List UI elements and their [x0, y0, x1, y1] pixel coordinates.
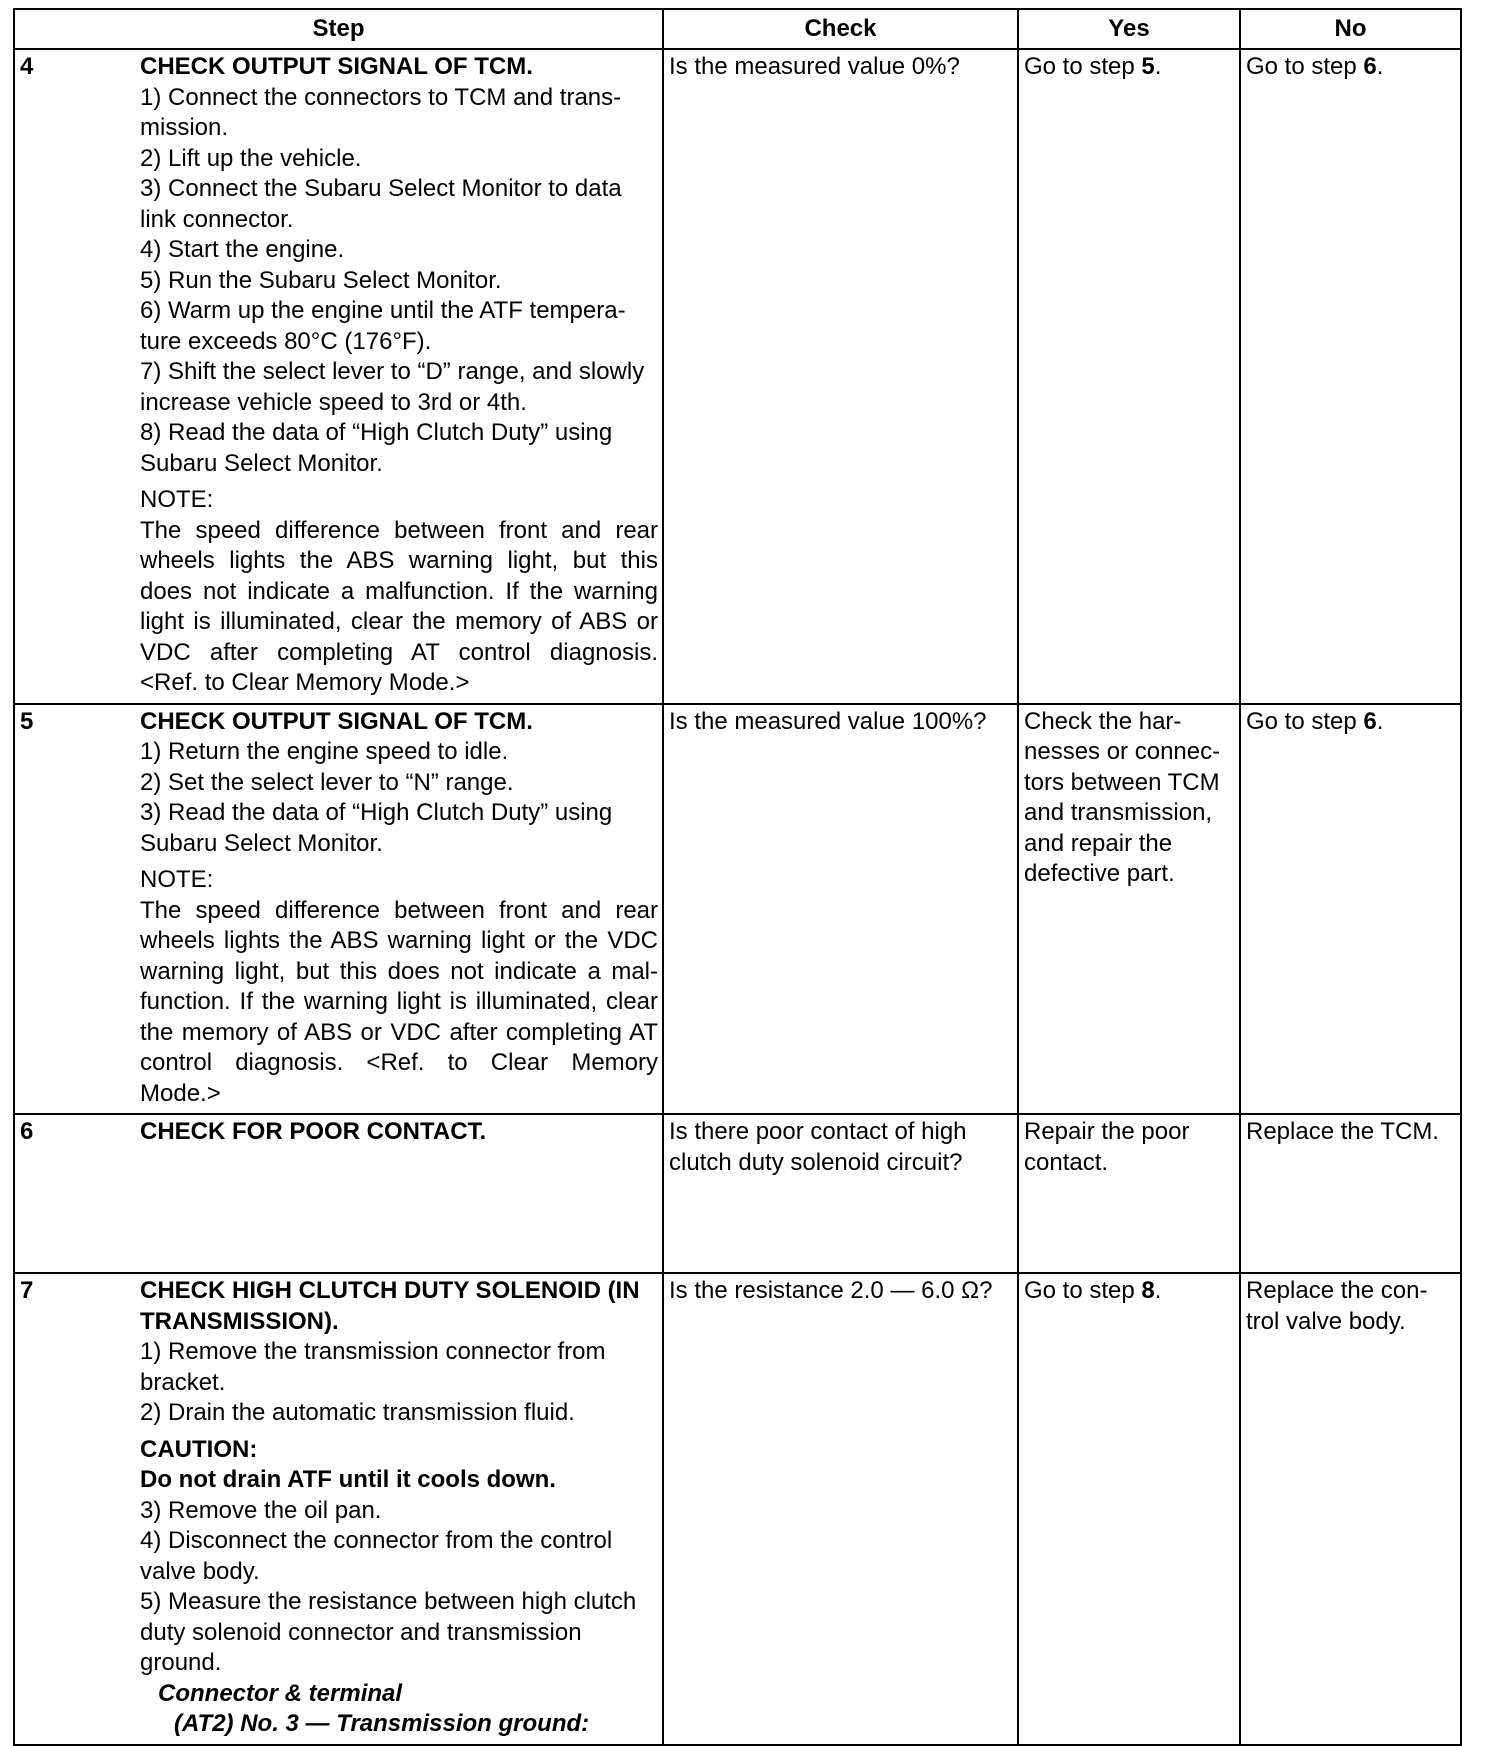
yes-line: and transmission,	[1024, 799, 1213, 826]
no-step-ref: 6	[1363, 53, 1377, 80]
step-line: 1) Connect the connectors to TCM and trans-	[140, 83, 622, 111]
yes-line: defective part.	[1024, 860, 1175, 887]
step-line: Subaru Select Monitor.	[140, 449, 383, 477]
header-yes: Yes	[1018, 9, 1240, 49]
note-text: The speed difference between front and rear wheels lights the ABS warning light or the VDC warning light, but this does not indicate a mal-function. If the warning light is illuminated, clear the memory of ABS or VDC after completing AT control diagnosis. <Ref. to Clear Memory Mode.>	[140, 896, 658, 1107]
step-number: 5	[20, 707, 34, 735]
connector-label: Connector & terminal	[158, 1679, 403, 1707]
step-cell	[14, 1114, 663, 1273]
check-cell: Is the measured value 100%?	[663, 704, 1018, 1115]
diagnostic-table	[13, 8, 1462, 1746]
step-title: TRANSMISSION).	[140, 1307, 339, 1335]
step-row-6	[14, 1114, 1461, 1273]
step-line: increase vehicle speed to 3rd or 4th.	[140, 388, 527, 416]
yes-suffix: .	[1154, 1277, 1162, 1304]
no-cell	[1240, 1273, 1461, 1745]
header-step: Step	[14, 9, 663, 49]
yes-line: contact.	[1024, 1148, 1109, 1176]
yes-line: nesses or connec-	[1024, 738, 1221, 765]
step-title: CHECK OUTPUT SIGNAL OF TCM.	[140, 53, 533, 80]
step-line: 3) Connect the Subaru Select Monitor to data	[140, 175, 622, 202]
step-title: CHECK OUTPUT SIGNAL OF TCM.	[140, 707, 533, 735]
step-line: Subaru Select Monitor.	[140, 829, 383, 857]
step-line: 2) Lift up the vehicle.	[140, 144, 362, 172]
step-line: 5) Measure the resistance between high clutch	[140, 1588, 637, 1615]
step-number: 6	[20, 1118, 34, 1145]
step-line: 5) Run the Subaru Select Monitor.	[140, 266, 502, 294]
yes-cell	[1018, 49, 1240, 704]
yes-line: Check the har-	[1024, 707, 1182, 735]
no-prefix: Go to step	[1246, 53, 1364, 80]
yes-suffix: .	[1154, 53, 1162, 80]
caution-text: Do not drain ATF until it cools down.	[140, 1466, 556, 1493]
step-cell	[14, 1273, 663, 1745]
header-row	[14, 9, 1461, 49]
header-check: Check	[663, 9, 1018, 49]
step-line: mission.	[140, 114, 229, 141]
header-no: No	[1240, 9, 1461, 49]
step-cell	[14, 49, 663, 704]
step-row-5	[14, 704, 1461, 1115]
no-step-ref: 6	[1363, 707, 1377, 735]
yes-cell	[1018, 1273, 1240, 1745]
yes-prefix: Go to step	[1024, 53, 1142, 80]
no-line: trol valve body.	[1246, 1307, 1406, 1335]
step-cell	[14, 704, 663, 1115]
no-cell	[1240, 49, 1461, 704]
step-line: 2) Set the select lever to “N” range.	[140, 768, 514, 796]
step-line: 1) Remove the transmission connector from	[140, 1338, 606, 1365]
check-cell	[663, 1114, 1018, 1273]
note-label: NOTE:	[140, 486, 214, 513]
step-line: link connector.	[140, 205, 294, 233]
note-text: The speed difference between front and rear wheels lights the ABS warning light, but this does not indicate a malfunction. If the warning light is illuminated, clear the memory of ABS or VDC after completing AT control diagnosis. <Ref. to Clear Memory Mode.>	[140, 516, 658, 696]
step-line: 1) Return the engine speed to idle.	[140, 738, 509, 765]
no-prefix: Go to step	[1246, 707, 1364, 735]
yes-prefix: Go to step	[1024, 1277, 1142, 1304]
step-line: duty solenoid connector and transmission	[140, 1618, 582, 1646]
step-number: 7	[20, 1277, 34, 1304]
check-line: clutch duty solenoid circuit?	[669, 1148, 963, 1176]
yes-step-ref: 5	[1141, 53, 1155, 80]
step-row-7	[14, 1273, 1461, 1745]
step-line: 4) Disconnect the connector from the control	[140, 1527, 613, 1554]
step-line: valve body.	[140, 1557, 260, 1585]
check-line: Is there poor contact of high	[669, 1118, 967, 1145]
check-cell: Is the resistance 2.0 — 6.0 Ω?	[663, 1273, 1018, 1745]
yes-cell	[1018, 1114, 1240, 1273]
yes-cell	[1018, 704, 1240, 1115]
step-line: 4) Start the engine.	[140, 236, 345, 263]
no-suffix: .	[1376, 53, 1384, 80]
step-line: 7) Shift the select lever to “D” range, and slowly	[140, 358, 645, 385]
no-cell: Replace the TCM.	[1240, 1114, 1461, 1273]
step-line: bracket.	[140, 1368, 226, 1396]
step-line: 3) Remove the oil pan.	[140, 1496, 382, 1524]
yes-line: Repair the poor	[1024, 1118, 1190, 1145]
step-line: 2) Drain the automatic transmission fluid.	[140, 1399, 575, 1426]
yes-step-ref: 8	[1141, 1277, 1155, 1304]
no-suffix: .	[1376, 707, 1384, 735]
step-line: 8) Read the data of “High Clutch Duty” using	[140, 419, 613, 446]
yes-line: tors between TCM	[1024, 768, 1220, 796]
step-number: 4	[20, 53, 34, 80]
step-title: CHECK HIGH CLUTCH DUTY SOLENOID (IN	[140, 1277, 640, 1304]
check-cell: Is the measured value 0%?	[663, 49, 1018, 704]
caution-label: CAUTION:	[140, 1435, 258, 1463]
yes-line: and repair the	[1024, 829, 1173, 857]
note-label: NOTE:	[140, 866, 214, 893]
step-line: ture exceeds 80°C (176°F).	[140, 327, 432, 355]
connector-value: (AT2) No. 3 — Transmission ground:	[174, 1710, 590, 1737]
step-title: CHECK FOR POOR CONTACT.	[140, 1118, 487, 1145]
no-cell	[1240, 704, 1461, 1115]
no-line: Replace the con-	[1246, 1277, 1428, 1304]
step-row-4	[14, 49, 1461, 704]
step-line: ground.	[140, 1649, 222, 1676]
step-line: 6) Warm up the engine until the ATF tempera-	[140, 297, 626, 324]
step-line: 3) Read the data of “High Clutch Duty” using	[140, 799, 613, 826]
